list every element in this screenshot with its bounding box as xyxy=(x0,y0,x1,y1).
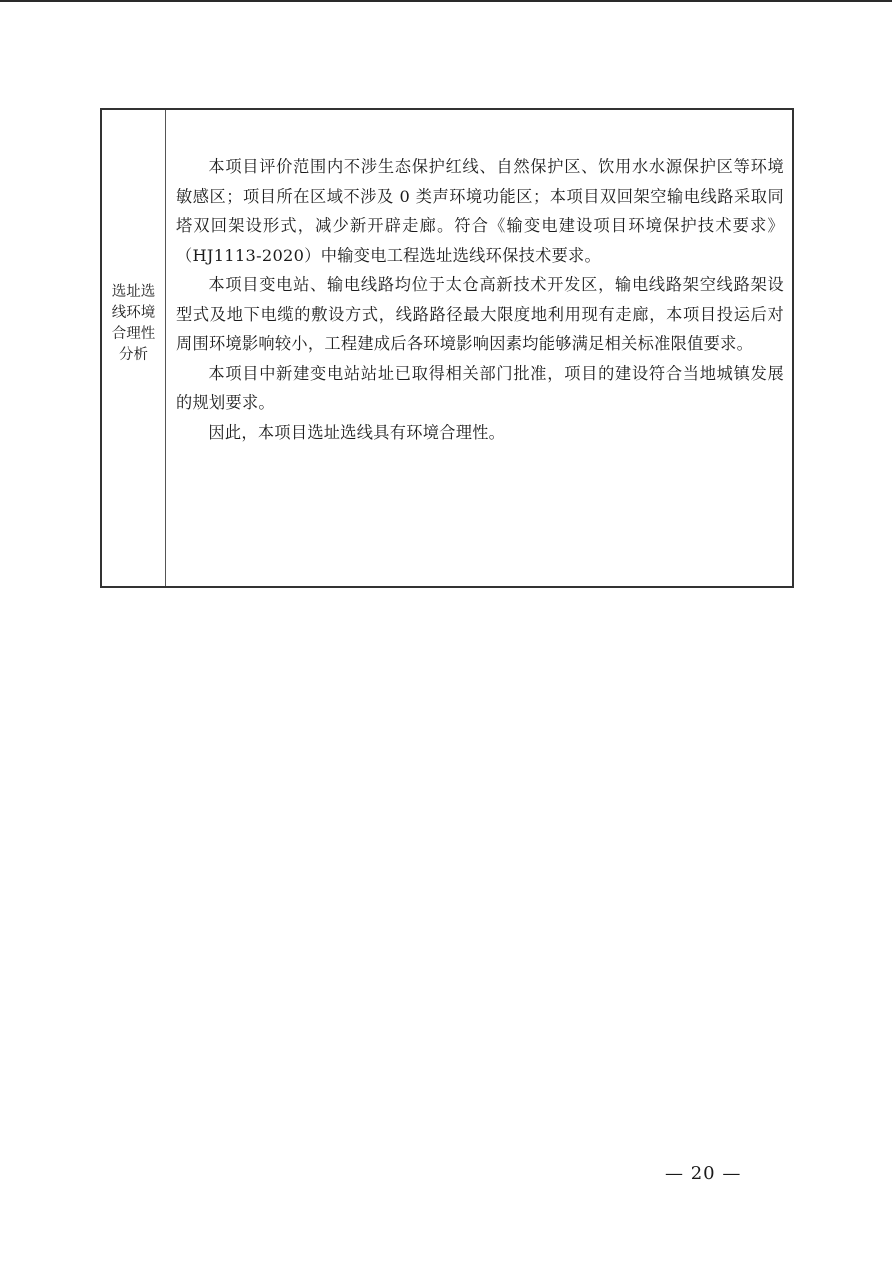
table-label-cell xyxy=(102,110,166,586)
page-number: — 20 — xyxy=(665,1163,742,1184)
paragraph-site-approval: 本项目中新建变电站站址已取得相关部门批准，项目的建设符合当地城镇发展的规划要求。 xyxy=(176,363,784,412)
paragraph-location: 本项目变电站、输电线路均位于太仓高新技术开发区，输电线路架空线路架设型式及地下电缆的敷设方式，线路路径最大限度地利用现有走廊，本项目投运后对周围环境影响较小，工程建成后各环境影响因素均能够满足相关标准限值要求。 xyxy=(176,275,784,353)
row-label: 选址选线环境合理性分析 xyxy=(111,284,156,363)
table-content-cell xyxy=(166,110,792,586)
top-border-line xyxy=(0,0,892,2)
paragraph-sensitive-areas: 本项目评价范围内不涉生态保护红线、自然保护区、饮用水水源保护区等环境敏感区；项目所在区域不涉及 0 类声环境功能区；本项目双回架空输电线路采取同塔双回架设形式，减少新开辟走廊。符合《输变电建设项目环境保护技术要求》（HJ1113-2020）中输变电工程选址选线环保技术要求。 xyxy=(176,157,784,265)
paragraph-conclusion: 因此，本项目选址选线具有环境合理性。 xyxy=(208,422,506,442)
analysis-table xyxy=(100,108,794,588)
